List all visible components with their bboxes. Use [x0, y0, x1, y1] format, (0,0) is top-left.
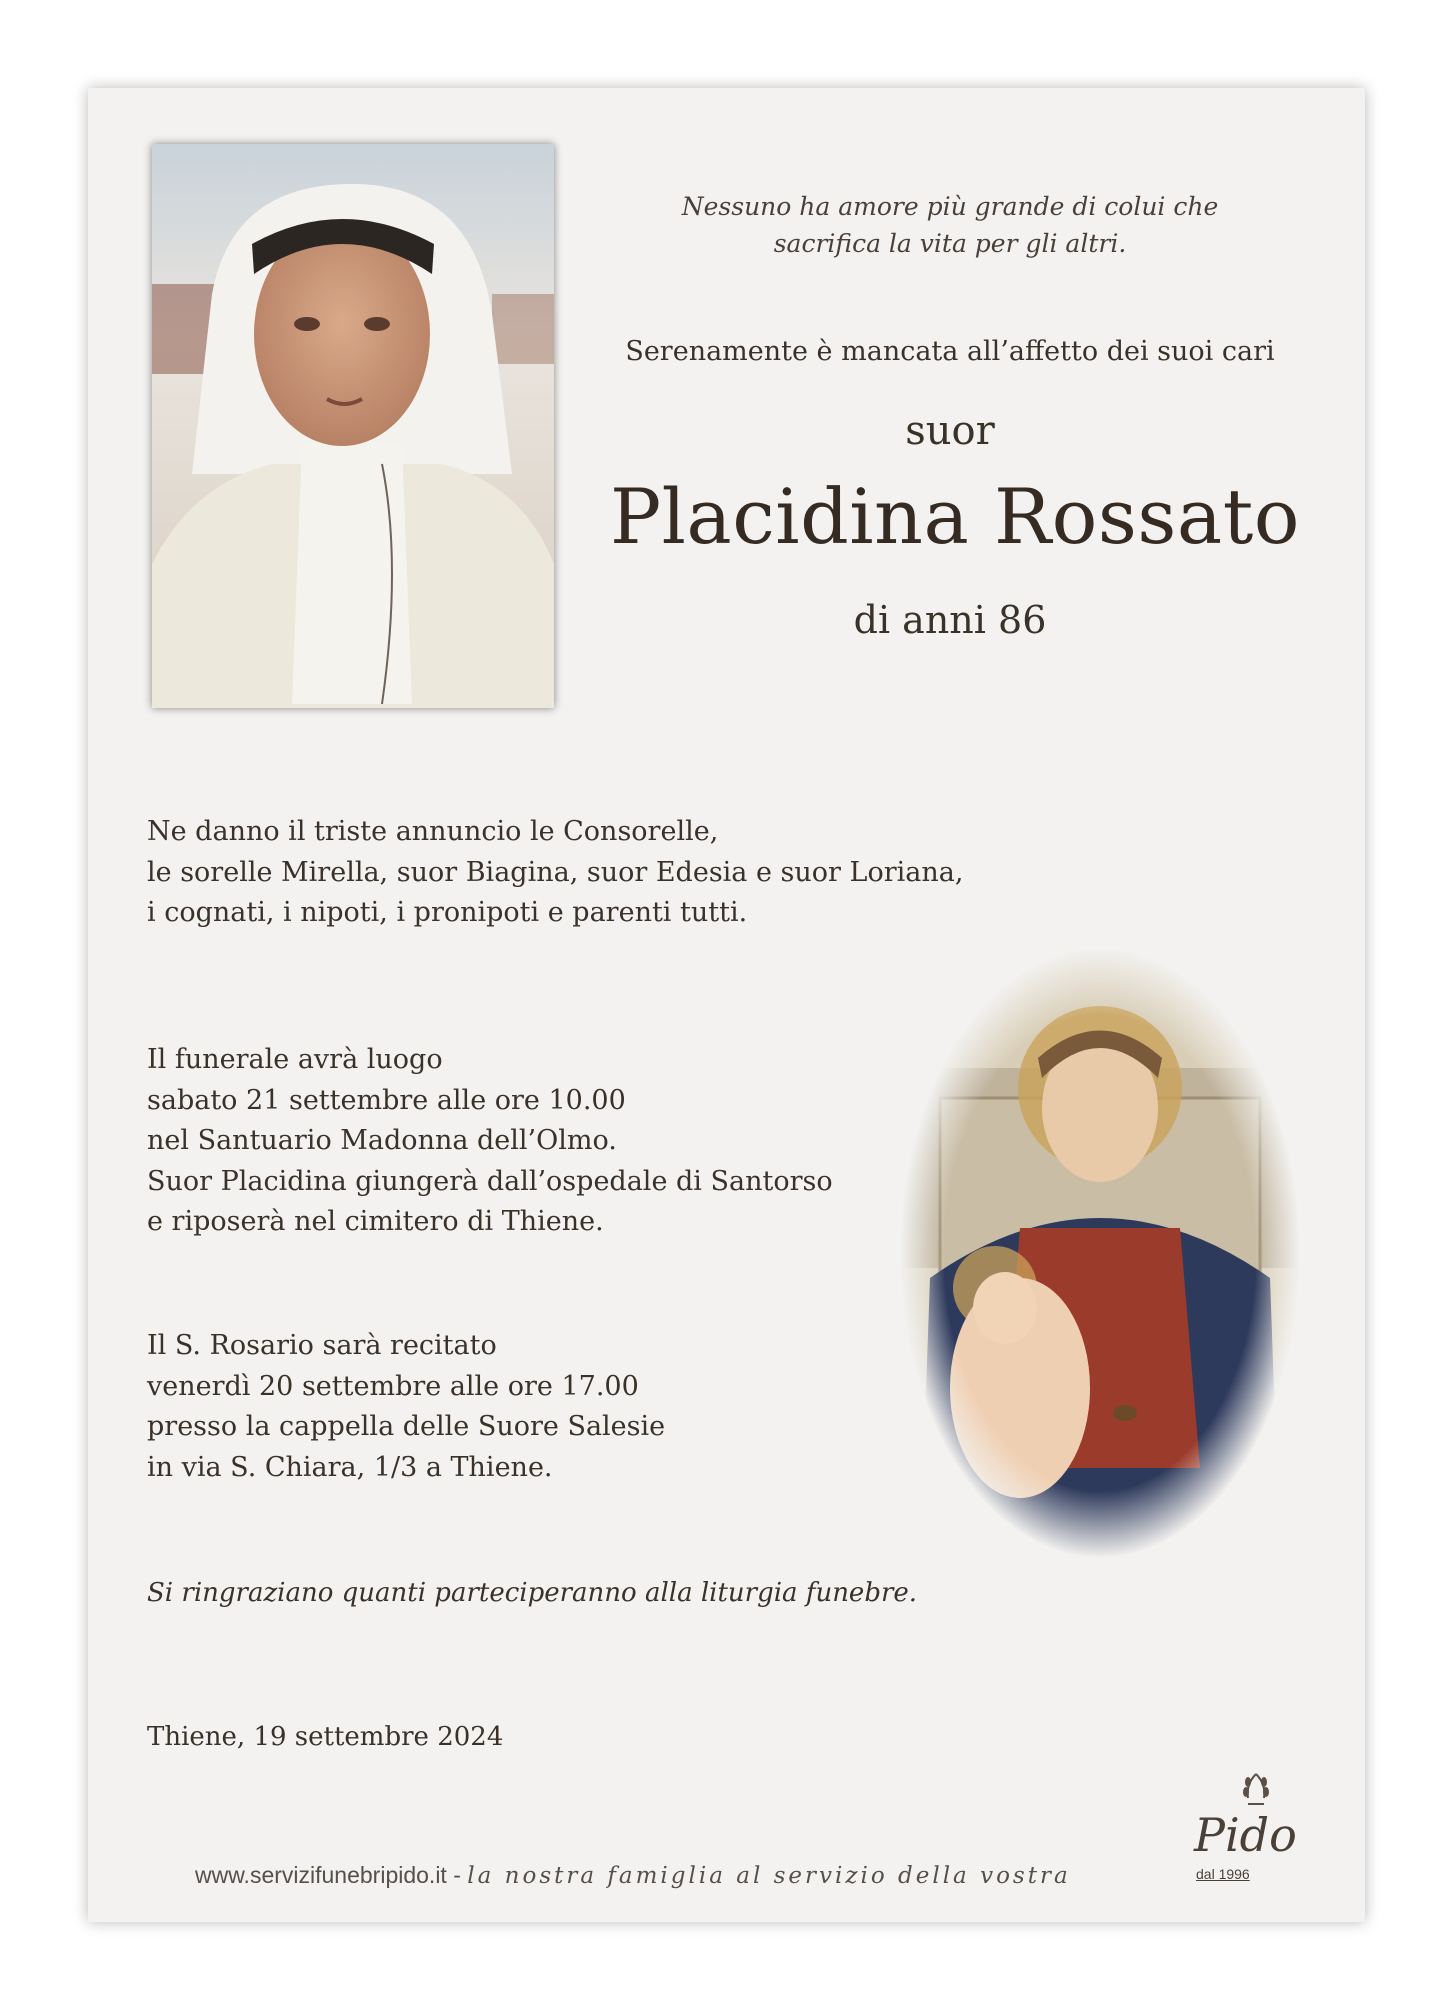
- madonna-painting: [900, 948, 1300, 1558]
- pido-logo: [1188, 1770, 1328, 1880]
- intro-text: Serenamente è mancata all’affetto dei suoi cari: [625, 336, 1275, 367]
- rosary-paragraph: [147, 1326, 665, 1488]
- footer-separator: -: [446, 1862, 468, 1888]
- bible-quote: [600, 188, 1300, 262]
- portrait-photo: [152, 144, 554, 708]
- paragraph-line: in via S. Chiara, 1/3 a Thiene.: [147, 1451, 553, 1483]
- paragraph-line: sabato 21 settembre alle ore 10.00: [147, 1084, 626, 1116]
- wreath-icon: [1238, 1770, 1274, 1810]
- logo-since: dal 1996: [1196, 1866, 1250, 1882]
- paragraph-line: Il funerale avrà luogo: [147, 1044, 443, 1075]
- funeral-paragraph: [147, 1040, 833, 1243]
- thanks-text: Si ringraziano quanti parteciperanno alla liturgia funebre.: [147, 1578, 918, 1608]
- paragraph-line: nel Santuario Madonna dell’Olmo.: [147, 1125, 617, 1156]
- place-date: Thiene, 19 settembre 2024: [147, 1722, 504, 1752]
- paragraph-line: i cognati, i nipoti, i pronipoti e parenti tutti.: [147, 897, 748, 928]
- quote-line: sacrifica la vita per gli altri.: [773, 229, 1127, 258]
- paragraph-line: presso la cappella delle Suore Salesie: [147, 1411, 666, 1442]
- paragraph-line: Il S. Rosario sarà recitato: [147, 1330, 497, 1361]
- deceased-name: Placidina Rossato: [609, 472, 1301, 561]
- paragraph-line: le sorelle Mirella, suor Biagina, suor Edesia e suor Loriana,: [147, 856, 964, 888]
- religious-title: suor: [905, 408, 995, 454]
- footer: [195, 1862, 1071, 1889]
- paragraph-line: Ne danno il triste annuncio le Consorelle,: [147, 816, 719, 847]
- paragraph-line: e riposerà nel cimitero di Thiene.: [147, 1206, 604, 1237]
- announcement-paragraph: [147, 812, 963, 934]
- quote-line: Nessuno ha amore più grande di colui che: [681, 192, 1219, 221]
- website-link[interactable]: www.servizifunebripido.it: [195, 1862, 447, 1888]
- logo-word: Pido: [1194, 1808, 1297, 1862]
- paragraph-line: venerdì 20 settembre alle ore 17.00: [147, 1370, 639, 1402]
- paragraph-line: Suor Placidina giungerà dall’ospedale di Santorso: [147, 1165, 833, 1197]
- footer-motto: la nostra famiglia al servizio della vostra: [467, 1863, 1071, 1889]
- portrait-image: [152, 144, 554, 708]
- madonna-image: [900, 948, 1300, 1558]
- deceased-age: di anni 86: [853, 598, 1047, 642]
